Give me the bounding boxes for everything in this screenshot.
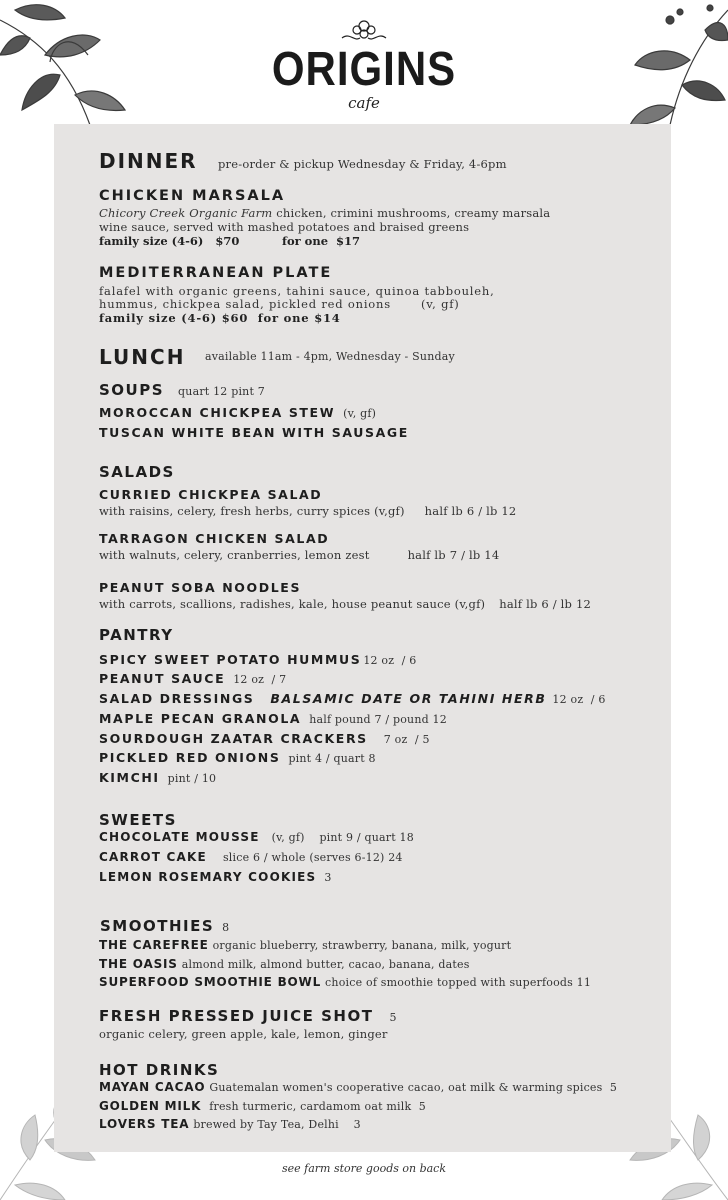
menu-item-name: SOURDOUGH ZAATAR CRACKERS 7 oz / 5 (99, 731, 430, 746)
menu-item-name: TUSCAN WHITE BEAN WITH SAUSAGE (99, 425, 409, 440)
dinner-title: DINNER (99, 149, 198, 173)
menu-item-name: SUPERFOOD SMOOTHIE BOWL choice of smoothie topped with superfoods 11 (99, 975, 592, 989)
menu-item-name: CHICKEN MARSALA (99, 188, 286, 204)
menu-item-desc: wine sauce, served with mashed potatoes and braised greens (99, 220, 470, 234)
menu-item-desc: with raisins, celery, fresh herbs, curry spices (v,gf) half lb 6 / lb 12 (99, 504, 517, 518)
menu-item-price: family size (4-6) $60 for one $14 (99, 311, 341, 325)
sweets-title: SWEETS (99, 811, 177, 829)
menu-item-name: MAPLE PECAN GRANOLA half pound 7 / pound 12 (99, 711, 447, 726)
salads-title: SALADS (99, 463, 175, 481)
menu-item-desc: organic celery, green apple, kale, lemon, ginger (99, 1027, 388, 1041)
dinner-note: pre-order & pickup Wednesday & Friday, 4-6pm (218, 157, 507, 171)
floral-ornament-icon (340, 18, 388, 44)
menu-item-desc: with carrots, scallions, radishes, kale, house peanut sauce (v,gf) half lb 6 / lb 12 (99, 597, 592, 611)
menu-item-desc: with walnuts, celery, cranberries, lemon zest half lb 7 / lb 14 (99, 548, 500, 562)
hot-drinks-title: HOT DRINKS (99, 1061, 220, 1079)
logo-wordmark: ORIGINS (271, 41, 457, 96)
pantry-title: PANTRY (99, 626, 174, 644)
logo (0, 18, 728, 112)
menu-item-name: KIMCHI pint / 10 (99, 770, 217, 785)
menu-item-name: PEANUT SOBA NOODLES (99, 580, 302, 595)
soups-title: SOUPS quart 12 pint 7 (99, 381, 265, 399)
menu-item-name: PICKLED RED ONIONS pint 4 / quart 8 (99, 750, 376, 765)
menu-item-name: TARRAGON CHICKEN SALAD (99, 531, 330, 546)
menu-item-price: family size (4-6) $70 (99, 234, 240, 248)
menu-item-name: CURRIED CHICKPEA SALAD (99, 487, 323, 502)
menu-item-name: CHOCOLATE MOUSSE (v, gf) pint 9 / quart 18 (99, 830, 414, 844)
menu-item-name: SALAD DRESSINGS BALSAMIC DATE OR TAHINI HERB 12 oz / 6 (99, 691, 606, 706)
menu-item-name: LOVERS TEA brewed by Tay Tea, Delhi 3 (99, 1117, 361, 1131)
menu-item-name: LEMON ROSEMARY COOKIES 3 (99, 870, 332, 884)
menu-item-price: for one $17 (282, 234, 361, 248)
menu-item-desc: falafel with organic greens, tahini sauce, quinoa tabbouleh, (99, 284, 495, 298)
menu-item-name: CARROT CAKE slice 6 / whole (serves 6-12) 24 (99, 850, 403, 864)
menu-item-name: THE OASIS almond milk, almond butter, cacao, banana, dates (99, 957, 470, 971)
menu-item-name: MEDITERRANEAN PLATE (99, 265, 333, 281)
menu-item-name: THE CAREFREE organic blueberry, strawberry, banana, milk, yogurt (99, 938, 512, 952)
menu-item-name: PEANUT SAUCE 12 oz / 7 (99, 671, 287, 686)
menu-item-name: GOLDEN MILK fresh turmeric, cardamom oat milk 5 (99, 1099, 426, 1113)
juice-title: FRESH PRESSED JUICE SHOT 5 (99, 1007, 397, 1025)
menu-item-name: MOROCCAN CHICKPEA STEW (v, gf) (99, 405, 377, 420)
menu-item-desc: hummus, chickpea salad, pickled red onions (v, gf) (99, 297, 460, 311)
logo-subtitle: cafe (348, 94, 380, 112)
lunch-note: available 11am - 4pm, Wednesday - Sunday (205, 350, 455, 363)
menu-item-name: SPICY SWEET POTATO HUMMUS 12 oz / 6 (99, 652, 417, 667)
footer-note: see farm store goods on back (281, 1162, 447, 1175)
menu-item-desc: Chicory Creek Organic Farm chicken, crimini mushrooms, creamy marsala (99, 206, 551, 220)
smoothies-title: SMOOTHIES 8 (100, 917, 230, 935)
menu-item-name: MAYAN CACAO Guatemalan women's cooperative cacao, oat milk & warming spices 5 (99, 1080, 618, 1094)
lunch-title: LUNCH (99, 345, 186, 369)
